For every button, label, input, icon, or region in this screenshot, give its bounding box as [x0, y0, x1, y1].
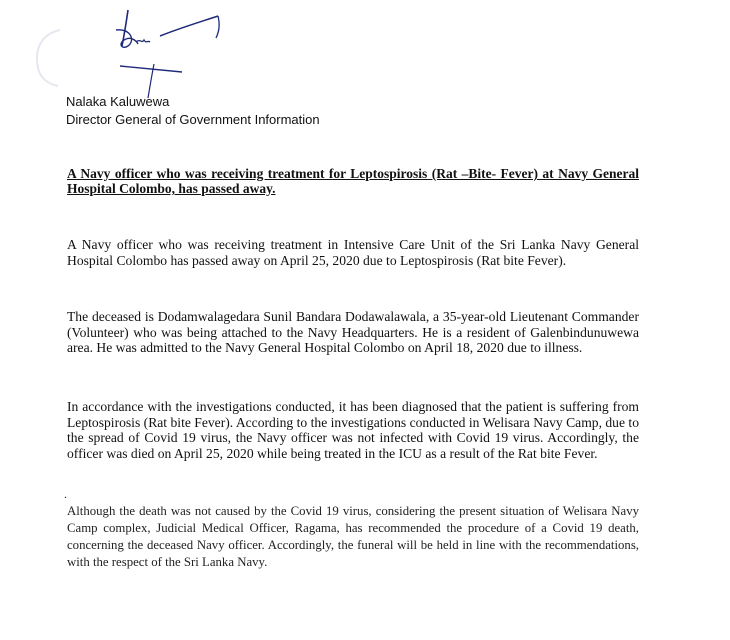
- press-release-headline: A Navy officer who was receiving treatment for Leptospirosis (Rat –Bite- Fever) at Navy General Hospital Colombo, has passed away.: [67, 166, 639, 196]
- paragraph-1: A Navy officer who was receiving treatment in Intensive Care Unit of the Sri Lanka Navy General Hospital Colombo has passed away on April 25, 2020 due to Leptospirosis (Rat bite Fever).: [67, 237, 639, 268]
- signatory-title: Director General of Government Information: [66, 112, 320, 127]
- signatory-block: [66, 93, 320, 129]
- signatory-name: Nalaka Kaluwewa: [66, 94, 170, 109]
- paragraph-2: The deceased is Dodamwalagedara Sunil Bandara Dodawalawala, a 35-year-old Lieutenant Commander (Volunteer) who was being attached to the Navy Headquarters. He is a resident of Galenbindunuwewa area. He was admitted to the Navy General Hospital Colombo on April 18, 2020 due to illness.: [67, 309, 639, 356]
- paragraph-3: In accordance with the investigations conducted, it has been diagnosed that the patient is suffering from Leptospirosis (Rat bite Fever). According to the investigations conducted in Welisara Navy Camp, due to the spread of Covid 19 virus, the Navy officer was not infected with Covid 19 virus. Accordingly, the officer was died on April 25, 2020 while being treated in the ICU as a result of the Rat bite Fever.: [67, 399, 639, 461]
- signature-image: [100, 0, 230, 100]
- faint-stamp-mark: [30, 28, 70, 88]
- separator-mark: .: [64, 487, 67, 501]
- paragraph-4: Although the death was not caused by the Covid 19 virus, considering the present situation of Welisara Navy Camp complex, Judicial Medical Officer, Ragama, has recommended the procedure of a Covid 19 death, concerning the deceased Navy officer. Accordingly, the funeral will be held in line with the recommendations, with the respect of the Sri Lanka Navy.: [67, 504, 639, 569]
